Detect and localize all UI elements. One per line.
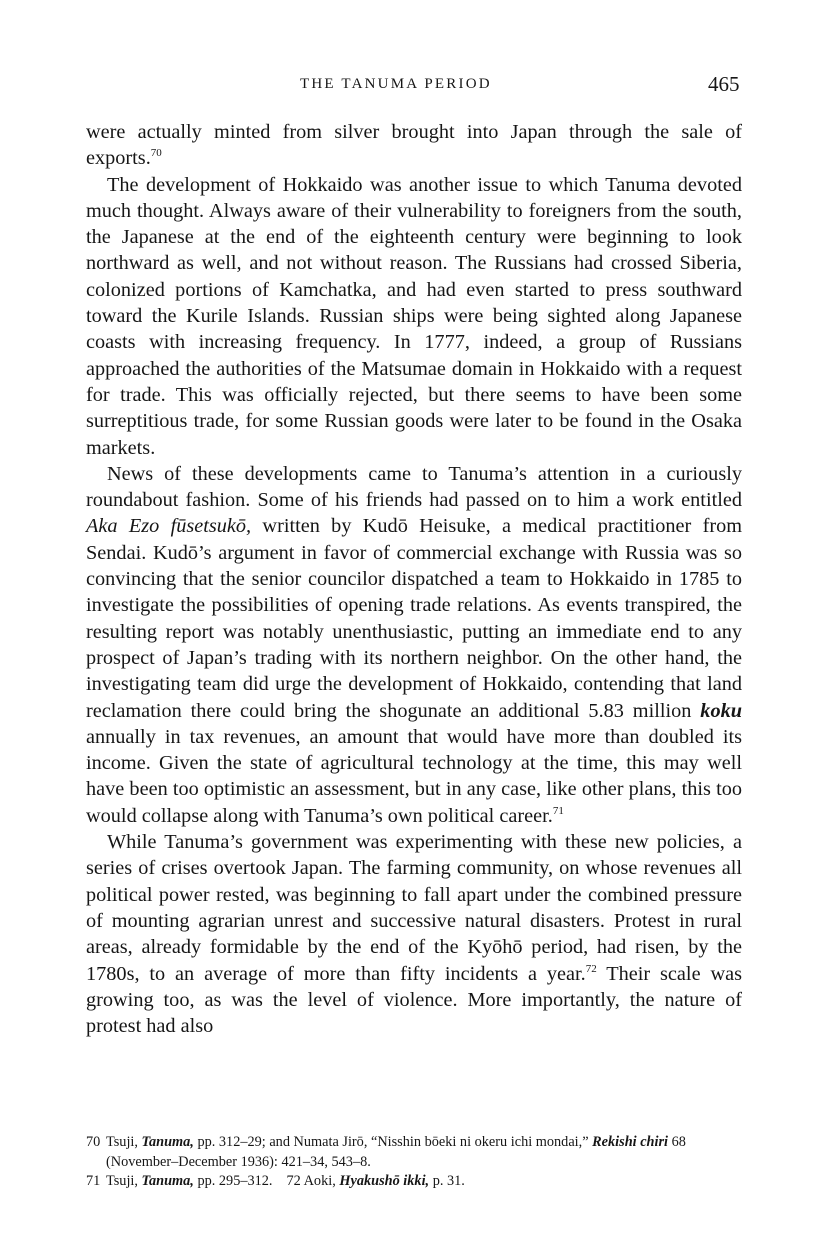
footnote-italic: Hyakushō ikki, — [339, 1173, 430, 1189]
paragraph-text: While Tanuma’s government was experimenting with these new policies, a series of crises overtook Japan. The farming community, on whose revenues all political power rested, was beginning to fall apart under the combined pressure of mounting agrarian unrest and successive natural disasters. Protest in rural areas, already formidable by the end of the Kyōhō period, had risen, by the 1780s, to an average of more than fifty incidents a year. — [86, 831, 742, 985]
paragraph-2 — [86, 172, 742, 461]
body-text — [86, 119, 742, 1039]
footnote-italic: Rekishi chiri — [592, 1134, 669, 1150]
paragraph-4 — [86, 829, 742, 1039]
term-koku-italic: koku — [700, 699, 742, 722]
note-ref-72: 72 — [585, 962, 597, 975]
paragraph-text: The development of Hokkaido was another issue to which Tanuma devoted much thought. Always aware of their vulnerability to foreigners from the south, the Japanese at the end of the eighteenth century were beginning to look northward as well, and not without reason. The Russians had crossed Siberia, colonized portions of Kamchatka, and had even started to press southward toward the Kurile Islands. Russian ships were being sighted along Japanese coasts with increasing frequency. In 1777, indeed, a group of Russians approached the authorities of the Matsumae domain in Hokkaido with a request for trade. This was officially rejected, but there seems to have been some surreptitious trade, for some Russian goods were later to be found in the Osaka markets. — [86, 173, 742, 459]
paragraph-text: Their scale was growing too, as was the level of violence. More importantly, the nature of protest had also — [86, 962, 742, 1038]
paragraph-text: annually in tax revenues, an amount that would have more than doubled its income. Given the state of agricultural technology at the time, this may well have been too optimistic an assessment, but in any case, like other plans, this too would collapse along with Tanuma’s own political career. — [86, 725, 742, 827]
footnote-text: Aoki, — [303, 1173, 340, 1189]
paragraph-3 — [86, 461, 742, 829]
paragraph-text: were actually minted from silver brought into Japan through the sale of exports. — [86, 121, 742, 170]
footnote-number: 71 — [86, 1173, 101, 1189]
footnote-text: Tsuji, — [106, 1134, 142, 1150]
footnote-number: 70 — [86, 1134, 101, 1150]
footnote-text: 68 (November–December 1936): 421–34, 543–8. — [106, 1134, 686, 1170]
footnotes — [86, 1133, 746, 1192]
footnote-text: pp. 312–29; and Numata Jirō, “Nisshin bōeki ni okeru ichi mondai,” — [193, 1134, 593, 1150]
running-head: THE TANUMA PERIOD — [300, 76, 492, 92]
paragraph-text: News of these developments came to Tanuma’s attention in a curiously roundabout fashion. Some of his friends had passed on to him a work entitled — [86, 462, 742, 512]
footnote-70 — [86, 1133, 746, 1172]
note-ref-70: 70 — [150, 147, 162, 160]
footnote-text: Tsuji, — [106, 1173, 142, 1189]
footnote-italic: Tanuma, — [141, 1173, 194, 1189]
footnote-italic: Tanuma, — [141, 1134, 194, 1150]
paragraph-1 — [86, 119, 742, 172]
page-number: 465 — [708, 72, 740, 96]
footnote-number: 72 — [286, 1173, 301, 1189]
footnotes-71-72 — [86, 1172, 746, 1192]
work-title-italic: Aka Ezo fūsetsukō, — [86, 515, 252, 538]
footnote-text: pp. 295–312. — [193, 1173, 273, 1189]
note-ref-71: 71 — [552, 804, 564, 817]
footnote-text: p. 31. — [429, 1173, 465, 1189]
paragraph-text: written by Kudō Heisuke, a medical practitioner from Sendai. Kudō’s argument in favor of commercial exchange with Russia was so convincing that the senior councilor dispatched a team to Hokkaido in 1785 to investigate the possibilities of opening trade relations. As events transpired, the resulting report was notably unenthusiastic, putting an immediate end to any prospect of Japan’s trading with its northern neighbor. On the other hand, the investigating team did urge the development of Hokkaido, contending that land reclamation there could bring the shogunate an additional 5.83 million — [86, 515, 742, 722]
